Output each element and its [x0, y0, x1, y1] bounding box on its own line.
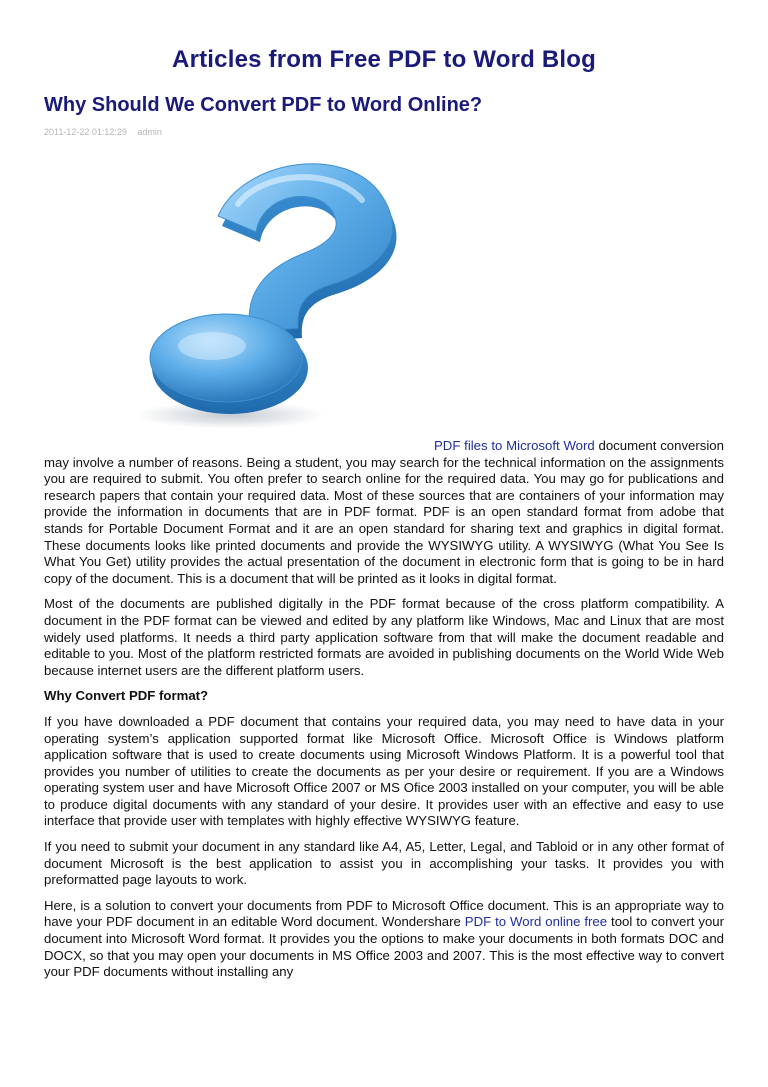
solution-text-before: Here, is a solution to convert your documents from PDF to Microsoft Office document. This is an appropriate way to have your PDF document in an editable Word document. Wondershare: [44, 897, 724, 930]
post-date: 2011-12-22 01:12:29: [44, 127, 127, 137]
article-title[interactable]: Why Should We Convert PDF to Word Online?: [44, 94, 483, 116]
solution-text-after: tool to convert your document into Microsoft Word format. It provides you the options to make your documents in both formats DOC and DOCX, so that you may open your documents in MS Office 2003 and 2007. This is the most effective way to convert your PDF documents without installing any: [44, 914, 725, 980]
paragraph-solution: [44, 898, 724, 981]
question-mark-illustration: [120, 150, 420, 435]
pdf-to-word-link[interactable]: PDF files to Microsoft Word: [434, 438, 595, 453]
blog-title: Articles from Free PDF to Word Blog: [172, 46, 596, 73]
paragraph-office: If you have downloaded a PDF document that contains your required data, you may need to have data in your operating system’s application supported format like Microsoft Office. Microsoft Office is Windows platform application software that is used to create documents using Microsoft Windows Platform. It is a powerful tool that provides you number of utilities to create the documents as per your desire or requirement. If you are a Windows operating system user and have Microsoft Office 2007 or MS Ofice 2003 installed on your computer, you will be able to produce digital documents with any standard of your desire. It provides user with an effective and easy to use interface that provide user with templates with highly effective WYSIWYG feature.: [44, 713, 724, 829]
question-mark-icon: [120, 150, 420, 435]
article-meta: [44, 127, 170, 137]
article-body: [44, 438, 724, 990]
paragraph-platform: Most of the documents are published digitally in the PDF format because of the cross platform compatibility. A document in the PDF format can be viewed and edited by any platform like Windows, Mac and Linux that are most widely used platforms. It needs a third party application software from that will make the document readable and editable to you. Most of the platform restricted formats are avoided in publishing documents on the World Wide Web because internet users are the different platform users.: [44, 596, 724, 678]
intro-text: document conversion may involve a number of reasons. Being a student, you may search for the technical information on the assignments you are required to submit. You often prefer to search online for the required data. You may go for publications and research papers that contain your required data. Most of these sources that are containers of your information may provide the information in documents that are in PDF format. PDF is an open standard format from adobe that stands for Portable Document Format and it are an open standard for sharing text and graphics in digital format. These documents looks like printed documents and provide the WYSIWYG utility. A WYSIWYG (What You See Is What You Get) utility provides the actual presentation of the document in electronic form that is going to be in hard copy of the document. This is a document that will be printed as it looks in digital format.: [44, 438, 724, 586]
section-heading: Why Convert PDF format?: [44, 688, 209, 704]
pdf-to-word-online-link[interactable]: PDF to Word online free: [464, 914, 608, 930]
paragraph-intro: [44, 438, 724, 587]
paragraph-standards: If you need to submit your document in any standard like A4, A5, Letter, Legal, and Tabloid or in any other format of document Microsoft is the best application to assist you in accomplishing your tasks. It provides you with preformatted page layouts to work.: [44, 839, 724, 888]
post-author[interactable]: admin: [137, 127, 162, 137]
